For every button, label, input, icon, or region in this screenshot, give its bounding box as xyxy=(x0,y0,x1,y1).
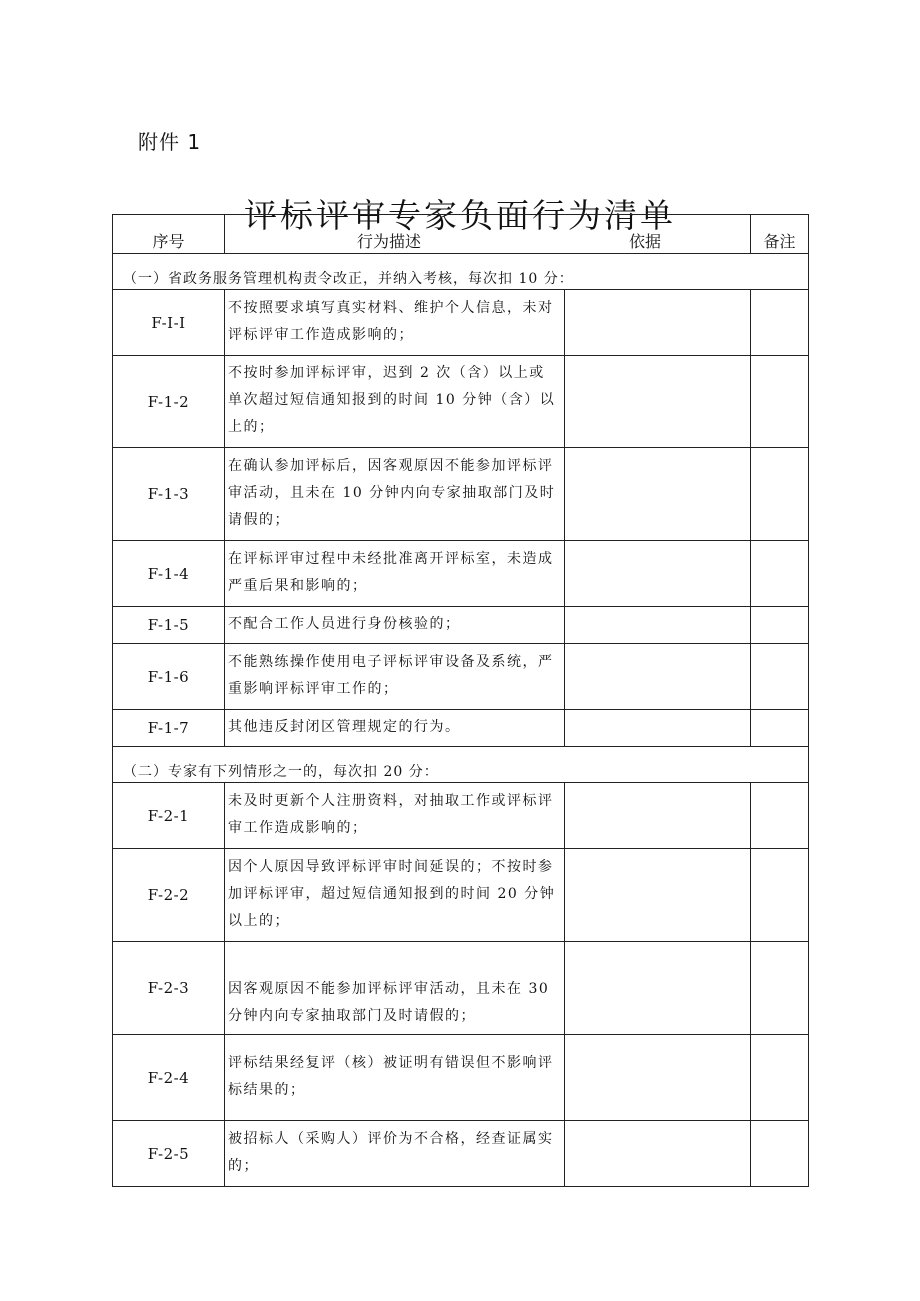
row-code: F-1-5 xyxy=(113,607,225,644)
table-row xyxy=(113,541,809,607)
row-basis xyxy=(565,290,751,356)
row-desc: 不能熟练操作使用电子评标评审设备及系统，严重影响评标评审工作的； xyxy=(225,644,565,710)
header-desc: 行为描述 xyxy=(357,232,422,251)
row-note xyxy=(751,1035,809,1121)
table-row xyxy=(113,783,809,849)
row-basis xyxy=(565,541,751,607)
table-row xyxy=(113,644,809,710)
attachment-label: 附件 1 xyxy=(138,130,202,154)
document-title: 评标评审专家负面行为清单 xyxy=(244,196,676,236)
row-note xyxy=(751,541,809,607)
table-row xyxy=(113,356,809,448)
row-basis xyxy=(565,942,751,1035)
row-desc: 未及时更新个人注册资料，对抽取工作或评标评审工作造成影响的； xyxy=(225,783,565,849)
row-desc: 因客观原因不能参加评标评审活动，且未在 30 分钟内向专家抽取部门及时请假的； xyxy=(225,942,565,1035)
row-desc: 评标结果经复评（核）被证明有错误但不影响评标结果的； xyxy=(225,1035,565,1121)
row-desc: 不按时参加评标评审，迟到 2 次（含）以上或单次超过短信通知报到的时间 10 分钟（含）以上的； xyxy=(225,356,565,448)
row-note xyxy=(751,356,809,448)
row-code: F-1-4 xyxy=(113,541,225,607)
row-code: F-1-3 xyxy=(113,448,225,541)
section-heading: （二）专家有下列情形之一的，每次扣 20 分： xyxy=(113,747,809,783)
row-basis xyxy=(565,710,751,747)
row-code: F-2-1 xyxy=(113,783,225,849)
table-row xyxy=(113,1121,809,1187)
row-basis xyxy=(565,607,751,644)
row-code: F-2-4 xyxy=(113,1035,225,1121)
row-basis xyxy=(565,448,751,541)
section-row xyxy=(113,747,809,783)
row-desc: 不按照要求填写真实材料、维护个人信息，未对评标评审工作造成影响的； xyxy=(225,290,565,356)
row-code: F-1-2 xyxy=(113,356,225,448)
header-basis: 依据 xyxy=(629,232,662,251)
table-row xyxy=(113,1035,809,1121)
row-note xyxy=(751,849,809,942)
header-note: 备注 xyxy=(751,215,809,254)
row-code: F-2-2 xyxy=(113,849,225,942)
table-row xyxy=(113,290,809,356)
row-desc: 不配合工作人员进行身份核验的； xyxy=(225,607,565,644)
section-heading: （一）省政务服务管理机构责令改正，并纳入考核，每次扣 10 分： xyxy=(113,254,809,290)
table-row xyxy=(113,710,809,747)
header-seq: 序号 xyxy=(113,215,225,254)
row-note xyxy=(751,1121,809,1187)
row-basis xyxy=(565,644,751,710)
row-code: F-2-5 xyxy=(113,1121,225,1187)
row-basis xyxy=(565,849,751,942)
row-note xyxy=(751,644,809,710)
row-code: F-1-6 xyxy=(113,644,225,710)
row-desc: 在确认参加评标后，因客观原因不能参加评标评审活动，且未在 10 分钟内向专家抽取部门及时请假的； xyxy=(225,448,565,541)
row-note xyxy=(751,290,809,356)
row-code: F-2-3 xyxy=(113,942,225,1035)
row-desc: 因个人原因导致评标评审时间延误的；不按时参加评标评审，超过短信通知报到的时间 20 分钟以上的； xyxy=(225,849,565,942)
row-desc: 其他违反封闭区管理规定的行为。 xyxy=(225,710,565,747)
table-row xyxy=(113,849,809,942)
header-row xyxy=(113,215,809,254)
row-code: F-1-7 xyxy=(113,710,225,747)
row-basis xyxy=(565,1121,751,1187)
row-note xyxy=(751,783,809,849)
section-row xyxy=(113,254,809,290)
row-code: F-I-I xyxy=(113,290,225,356)
row-note xyxy=(751,448,809,541)
negative-behavior-table xyxy=(112,214,809,1187)
row-note xyxy=(751,942,809,1035)
row-desc: 在评标评审过程中未经批准离开评标室，未造成严重后果和影响的； xyxy=(225,541,565,607)
header-desc-basis xyxy=(225,215,751,254)
table-row xyxy=(113,942,809,1035)
row-basis xyxy=(565,356,751,448)
row-note xyxy=(751,710,809,747)
table-row xyxy=(113,448,809,541)
row-basis xyxy=(565,783,751,849)
table-row xyxy=(113,607,809,644)
row-note xyxy=(751,607,809,644)
row-desc: 被招标人（采购人）评价为不合格，经查证属实的； xyxy=(225,1121,565,1187)
row-basis xyxy=(565,1035,751,1121)
